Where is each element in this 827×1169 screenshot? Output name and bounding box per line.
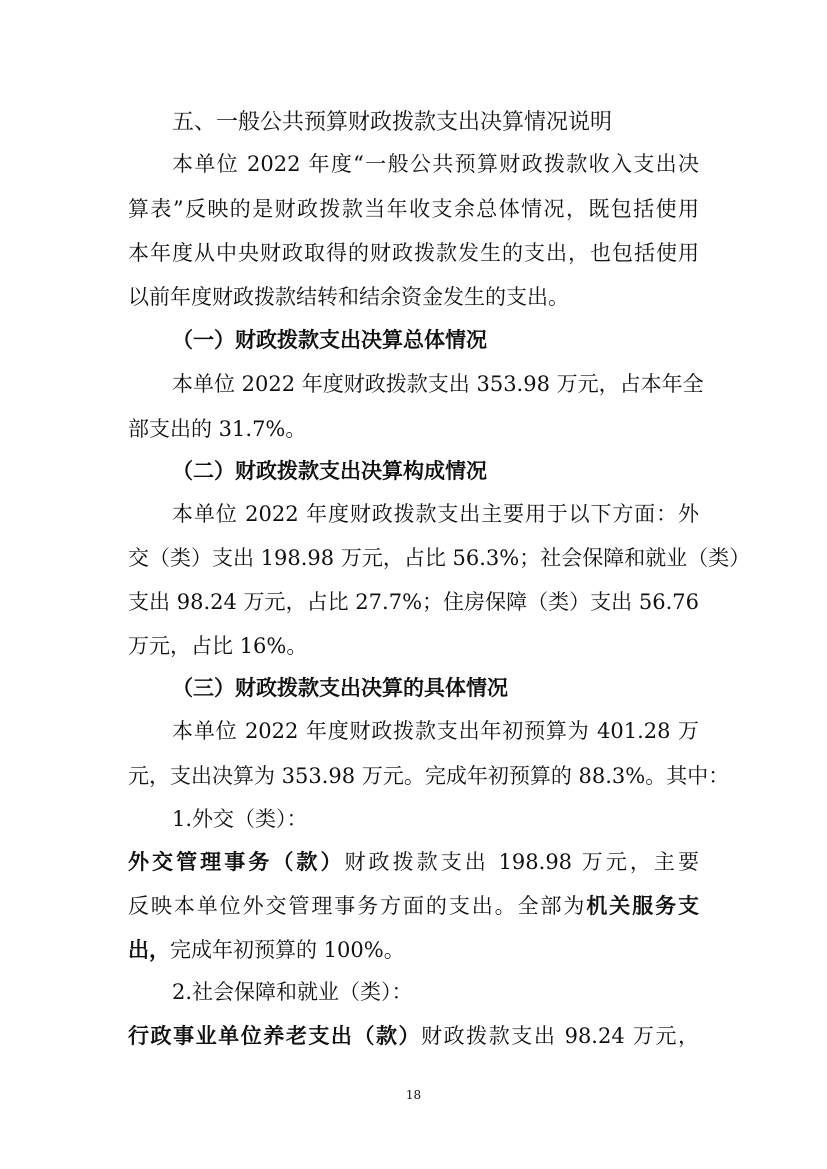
- intro-line-3: 本年度从中央财政取得的财政拨款发生的支出，也包括使用: [128, 241, 699, 265]
- category-1-line-2-bold: 机关服务支: [586, 893, 700, 918]
- subsection-1-title: （一）财政拨款支出决算总体情况: [172, 327, 487, 352]
- subsection-1-line-2: 部支出的 31.7%。: [128, 417, 307, 441]
- category-1-item-label: 外交管理事务（款）: [128, 849, 345, 874]
- category-1-line-1: [128, 847, 699, 877]
- category-1-item-text: 财政拨款支出 198.98 万元，主要: [344, 850, 699, 874]
- intro-line-2: 算表”反映的是财政拨款当年收支余总体情况，既包括使用: [128, 197, 699, 221]
- subsection-2-title: （二）财政拨款支出决算构成情况: [172, 458, 487, 483]
- subsection-3-title: （三）财政拨款支出决算的具体情况: [172, 675, 508, 700]
- category-2-line-1: [128, 1021, 699, 1051]
- subsection-2-line-1: 本单位 2022 年度财政拨款支出主要用于以下方面：外: [172, 502, 699, 526]
- subsection-1-line-1: 本单位 2022 年度财政拨款支出 353.98 万元，占本年全: [172, 372, 704, 396]
- category-1-line-3-text: 完成年初预算的 100%。: [170, 938, 405, 962]
- category-2-item-label: 行政事业单位养老支出（款）: [128, 1023, 422, 1048]
- subsection-3-line-1: 本单位 2022 年度财政拨款支出年初预算为 401.28 万: [172, 719, 699, 743]
- category-1-line-3-bold: 出，: [128, 937, 170, 962]
- page-number: 18: [405, 1088, 422, 1102]
- category-1-line-3: [128, 935, 699, 965]
- category-1-line-2: [128, 891, 699, 921]
- category-2-title: 2.社会保障和就业（类）：: [172, 980, 413, 1004]
- intro-line-1: 本单位 2022 年度“一般公共预算财政拨款收入支出决: [172, 152, 699, 176]
- subsection-3-line-2: 元，支出决算为 353.98 万元。完成年初预算的 88.3%。其中：: [128, 764, 730, 788]
- section-heading: 五、一般公共预算财政拨款支出决算情况说明: [172, 110, 613, 135]
- category-2-item-text: 财政拨款支出 98.24 万元，: [421, 1024, 700, 1048]
- category-1-title: 1.外交（类）：: [172, 807, 308, 831]
- subsection-2-line-3: 支出 98.24 万元，占比 27.7%；住房保障（类）支出 56.76: [128, 590, 699, 614]
- category-1-line-2-text: 反映本单位外交管理事务方面的支出。全部为: [128, 894, 587, 918]
- subsection-2-line-2: 交（类）支出 198.98 万元，占比 56.3%；社会保障和就业（类）: [128, 546, 751, 570]
- subsection-2-line-4: 万元，占比 16%。: [128, 634, 308, 658]
- intro-line-4: 以前年度财政拨款结转和结余资金发生的支出。: [128, 285, 569, 309]
